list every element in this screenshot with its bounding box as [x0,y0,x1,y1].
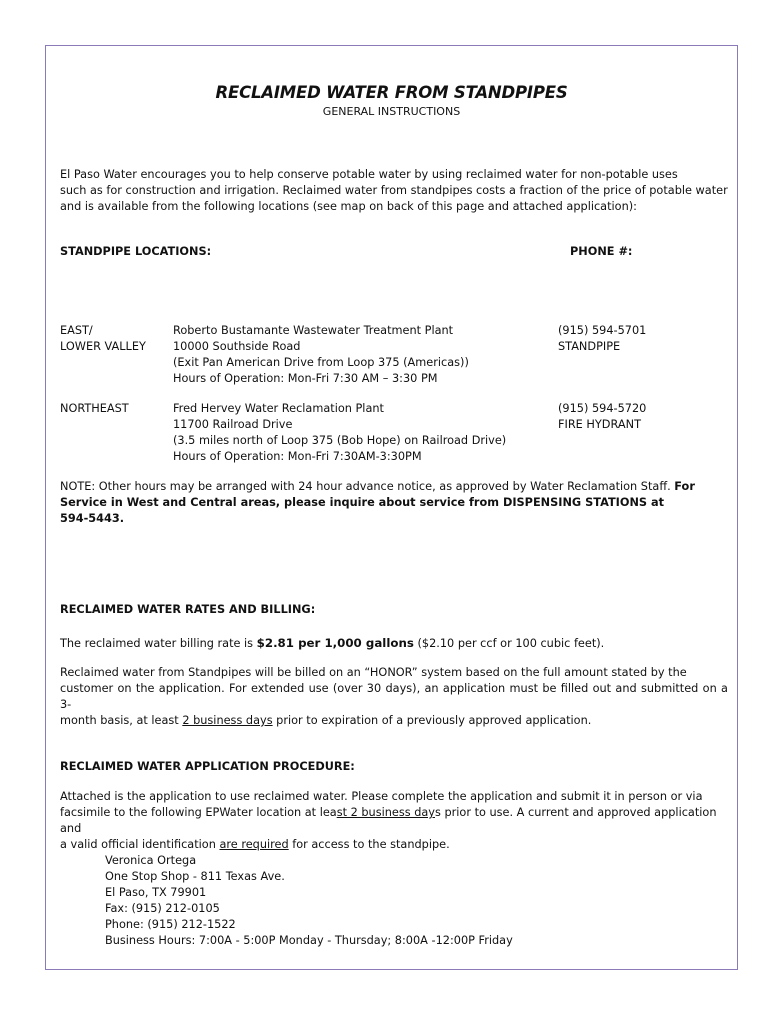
procedure-underlined: st 2 business day [336,806,435,819]
procedure-text-post: for access to the standpipe. [288,838,450,851]
phone-line: STANDPIPE [558,340,621,353]
detail-line: 10000 Southside Road [173,340,301,353]
procedure-line-2 [60,805,740,837]
honor-underlined: 2 business days [182,714,273,727]
contact-fax: Fax: (915) 212-0105 [105,902,220,915]
phone-heading: PHONE #: [570,245,633,258]
contact-block [105,853,513,949]
location-phone-east [558,323,646,355]
intro-paragraph [60,167,728,215]
honor-paragraph [60,665,728,729]
note-bold-phone: 594-5443. [60,512,125,525]
intro-line: El Paso Water encourages you to help conserve potable water by using reclaimed water for non-potable uses [60,168,678,181]
rate-text-post: ($2.10 per ccf or 100 cubic feet). [413,637,605,650]
location-phone-northeast [558,401,646,433]
detail-line: Roberto Bustamante Wastewater Treatment Plant [173,324,454,337]
procedure-line-3 [60,837,740,853]
rate-text: The reclaimed water billing rate is [60,637,257,650]
procedure-text-post: s prior to use. A current and approved application and [60,806,717,835]
contact-name: Veronica Ortega [105,854,197,867]
intro-line: and is available from the following locations (see map on back of this page and attached application): [60,200,637,213]
location-area-northeast [60,401,129,417]
procedure-heading: RECLAIMED WATER APPLICATION PROCEDURE: [60,760,355,773]
honor-text-post: prior to expiration of a previously approved application. [272,714,592,727]
phone-line: (915) 594-5701 [558,324,647,337]
procedure-underlined: are required [219,838,289,851]
detail-line: 11700 Railroad Drive [173,418,293,431]
area-line: EAST/ [60,324,93,337]
contact-hours: Business Hours: 7:00A - 5:00P Monday - Thursday; 8:00A -12:00P Friday [105,934,513,947]
location-area-east [60,323,146,355]
phone-line: (915) 594-5720 [558,402,647,415]
detail-line: (3.5 miles north of Loop 375 (Bob Hope) on Railroad Drive) [173,434,507,447]
location-detail-northeast [173,401,506,465]
note-line-1 [60,479,728,495]
note-bold-line: Service in West and Central areas, please inquire about service from DISPENSING STATIONS at [60,496,665,509]
honor-text: month basis, at least [60,714,183,727]
honor-line: customer on the application. For extended use (over 30 days), an application must be filled out and submitted on a 3- [60,682,728,711]
phone-line: FIRE HYDRANT [558,418,641,431]
contact-address: One Stop Shop - 811 Texas Ave. [105,870,285,883]
rate-value: $2.81 per 1,000 gallons [256,636,414,650]
locations-heading: STANDPIPE LOCATIONS: [60,245,212,258]
detail-line: (Exit Pan American Drive from Loop 375 (Americas)) [173,356,469,369]
note-paragraph [60,479,728,527]
area-line: LOWER VALLEY [60,340,146,353]
intro-line: such as for construction and irrigation. Reclaimed water from standpipes costs a fraction of the price of potable water [60,184,728,197]
document-subtitle: GENERAL INSTRUCTIONS [322,105,461,118]
contact-city: El Paso, TX 79901 [105,886,207,899]
procedure-paragraph [60,789,740,853]
honor-line-3 [60,713,728,729]
location-detail-east [173,323,469,387]
document-title: RECLAIMED WATER FROM STANDPIPES [215,83,568,102]
detail-line: Fred Hervey Water Reclamation Plant [173,402,384,415]
area-line: NORTHEAST [60,402,129,415]
contact-phone: Phone: (915) 212-1522 [105,918,236,931]
rate-line [60,635,728,652]
note-bold-text: For [674,480,695,493]
detail-line: Hours of Operation: Mon-Fri 7:30 AM – 3:30 PM [173,372,438,385]
procedure-text: facsimile to the following EPWater location at lea [60,806,337,819]
procedure-text: a valid official identification [60,838,220,851]
detail-line: Hours of Operation: Mon-Fri 7:30AM-3:30PM [173,450,422,463]
rates-heading: RECLAIMED WATER RATES AND BILLING: [60,603,316,616]
note-text: NOTE: Other hours may be arranged with 24 hour advance notice, as approved by Water Reclamation Staff. [60,480,675,493]
honor-line: Reclaimed water from Standpipes will be billed on an “HONOR” system based on the full amount stated by the [60,666,687,679]
procedure-line: Attached is the application to use reclaimed water. Please complete the application and submit it in person or via [60,790,703,803]
